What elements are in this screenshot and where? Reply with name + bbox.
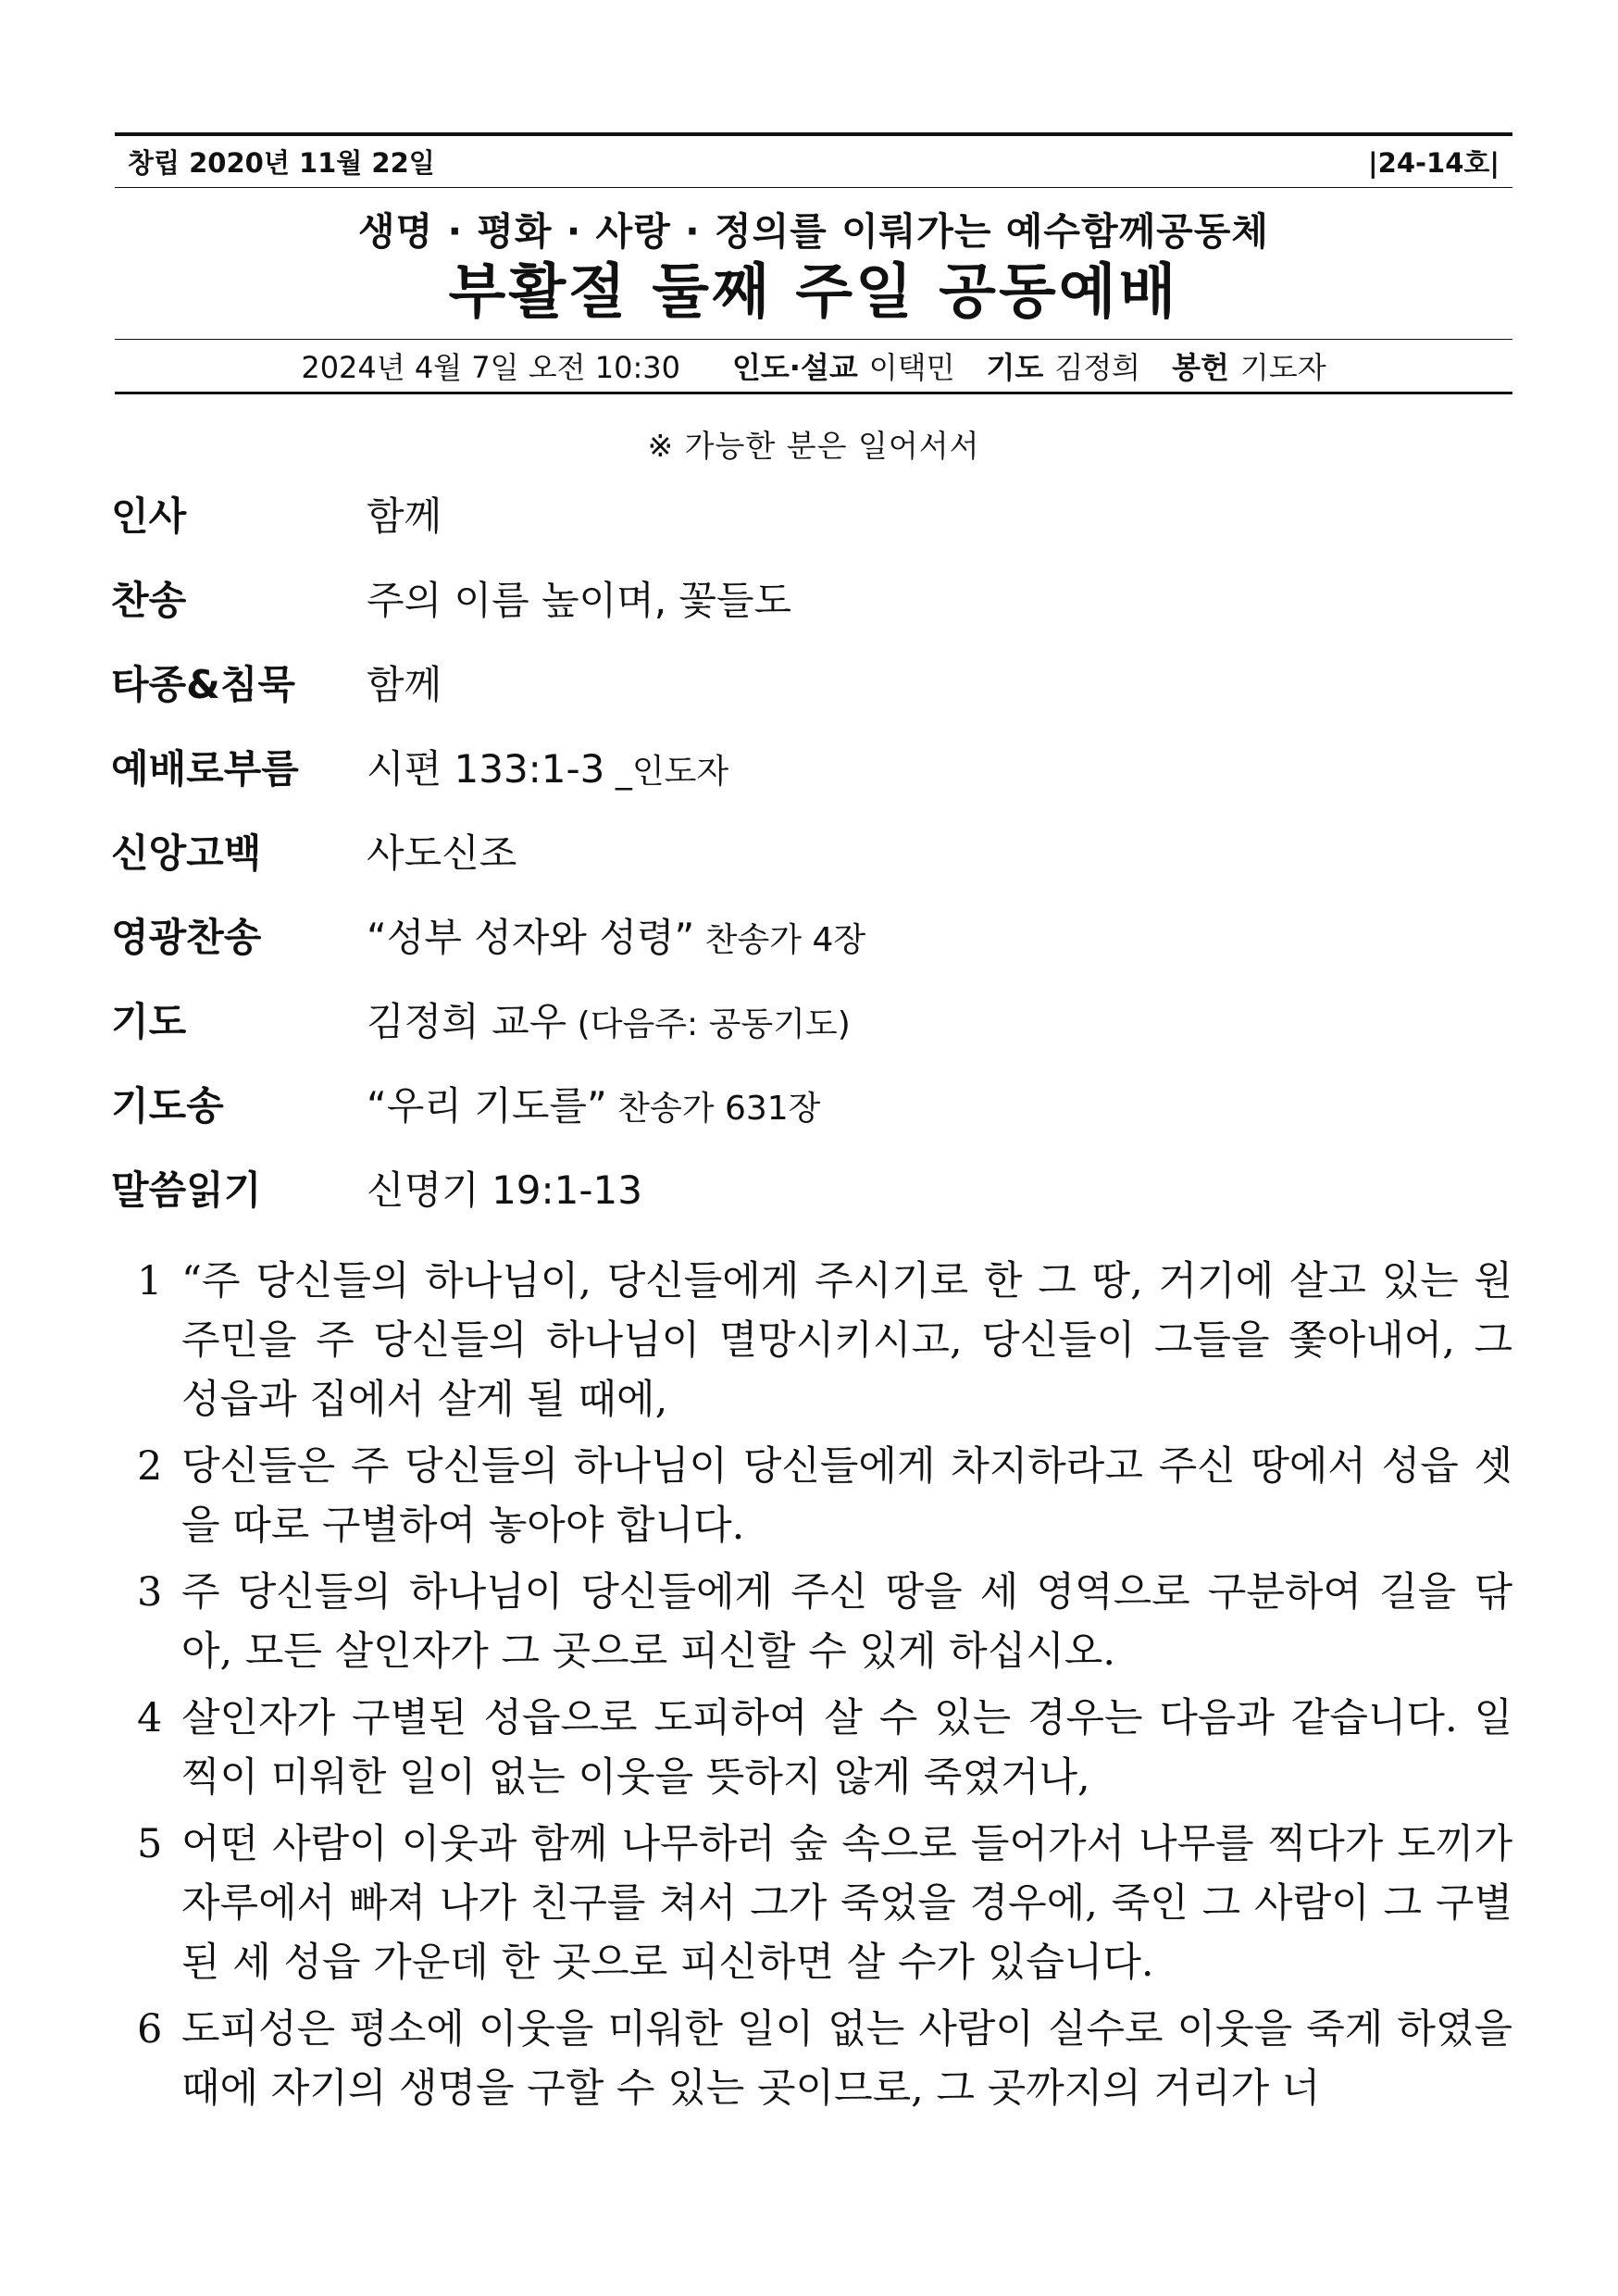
order-value: 함께	[367, 493, 442, 539]
offering-label: 봉헌	[1172, 349, 1229, 385]
order-value: 주의 이름 높이며, 꽃들도	[367, 577, 792, 623]
verse	[115, 1437, 1512, 1555]
order-value: 김정희 교우	[367, 998, 567, 1044]
verse-text: 당신들은 주 당신들의 하나님이 당신들에게 차지하라고 주신 땅에서 성읍 셋을 따로 구별하여 놓아야 합니다.	[181, 1442, 1512, 1549]
verse-number: 6	[137, 2005, 163, 2053]
order-row	[111, 486, 1512, 570]
service-datetime: 2024년 4월 7일 오전 10:30	[301, 349, 680, 385]
verse	[115, 1815, 1512, 1992]
order-row	[111, 655, 1512, 739]
subtitle: 생명 · 평화 · 사랑 · 정의를 이뤄가는 예수함께공동체	[357, 209, 1270, 254]
order-note: _인도자	[604, 752, 729, 791]
page-title: 부활절 둘째 주일 공동예배	[448, 258, 1179, 327]
verse-text: “주 당신들의 하나님이, 당신들에게 주시기로 한 그 땅, 거기에 살고 있는 원주민을 주 당신들의 하나님이 멸망시키시고, 당신들이 그들을 쫓아내어, 그 성읍과 집에서 살게 될 때에,	[181, 1257, 1512, 1423]
order-value: “우리 기도를”	[367, 1082, 607, 1129]
scripture-reading	[115, 1252, 1512, 2118]
prayer-label: 기도	[986, 349, 1044, 385]
order-label: 찬송	[111, 577, 187, 623]
order-value: 시편 133:1-3	[367, 745, 605, 792]
order-label: 예배로부름	[111, 745, 299, 792]
standing-note: ※ 가능한 분은 일어서서	[647, 427, 980, 464]
order-row	[111, 1160, 1512, 1244]
order-label: 기도	[111, 998, 187, 1044]
verse	[115, 1252, 1512, 1429]
prayer-name: 김정희	[1054, 349, 1141, 385]
order-label: 신앙고백	[111, 830, 262, 876]
order-row	[111, 739, 1512, 823]
verse-number: 2	[137, 1442, 163, 1490]
verse-text: 주 당신들의 하나님이 당신들에게 주신 땅을 세 영역으로 구분하여 길을 닦아, 모든 살인자가 그 곳으로 피신할 수 있게 하십시오.	[181, 1568, 1512, 1675]
verse	[115, 1689, 1512, 1807]
order-note: 찬송가 631장	[606, 1089, 821, 1128]
verse-number: 5	[137, 1820, 163, 1867]
order-label: 인사	[111, 493, 187, 539]
order-of-worship	[111, 486, 1512, 1244]
order-row	[111, 570, 1512, 655]
offering-name: 기도자	[1239, 349, 1326, 385]
order-row	[111, 992, 1512, 1076]
leader-label: 인도·설교	[731, 349, 858, 385]
founded-date: 창립 2020년 11월 22일	[128, 147, 435, 179]
leader-name: 이택민	[868, 349, 955, 385]
header-bar	[115, 132, 1512, 188]
order-row	[111, 907, 1512, 992]
verse-number: 4	[137, 1694, 163, 1741]
order-note: 찬송가 4장	[694, 920, 866, 959]
order-value: 신명기 19:1-13	[367, 1167, 642, 1213]
order-note: (다음주: 공동기도)	[566, 1004, 851, 1043]
order-value: 사도신조	[367, 830, 517, 876]
issue-number: |24-14호|	[1368, 147, 1500, 179]
order-row	[111, 1076, 1512, 1160]
service-info-bar	[115, 339, 1512, 394]
order-label: 말씀읽기	[111, 1167, 262, 1213]
bulletin-page	[111, 132, 1512, 2126]
verse	[115, 2000, 1512, 2118]
verse-number: 3	[137, 1568, 163, 1616]
verse-text: 살인자가 구별된 성읍으로 도피하여 살 수 있는 경우는 다음과 같습니다. 일찍이 미워한 일이 없는 이웃을 뜻하지 않게 죽였거나,	[181, 1694, 1512, 1801]
order-value: 함께	[367, 661, 442, 707]
verse-text: 도피성은 평소에 이웃을 미워한 일이 없는 사람이 실수로 이웃을 죽게 하였을 때에 자기의 생명을 구할 수 있는 곳이므로, 그 곳까지의 거리가 너	[181, 2005, 1512, 2112]
order-label: 영광찬송	[111, 914, 262, 960]
verse	[115, 1563, 1512, 1681]
order-label: 기도송	[111, 1082, 224, 1129]
order-value: “성부 성자와 성령”	[367, 914, 695, 960]
order-label: 타종&침묵	[111, 661, 295, 707]
verse-number: 1	[137, 1257, 163, 1304]
order-row	[111, 823, 1512, 907]
verse-text: 어떤 사람이 이웃과 함께 나무하러 숲 속으로 들어가서 나무를 찍다가 도끼가 자루에서 빠져 나가 친구를 쳐서 그가 죽었을 경우에, 죽인 그 사람이 그 구별된 세 성읍 가운데 한 곳으로 피신하면 살 수가 있습니다.	[181, 1820, 1512, 1986]
